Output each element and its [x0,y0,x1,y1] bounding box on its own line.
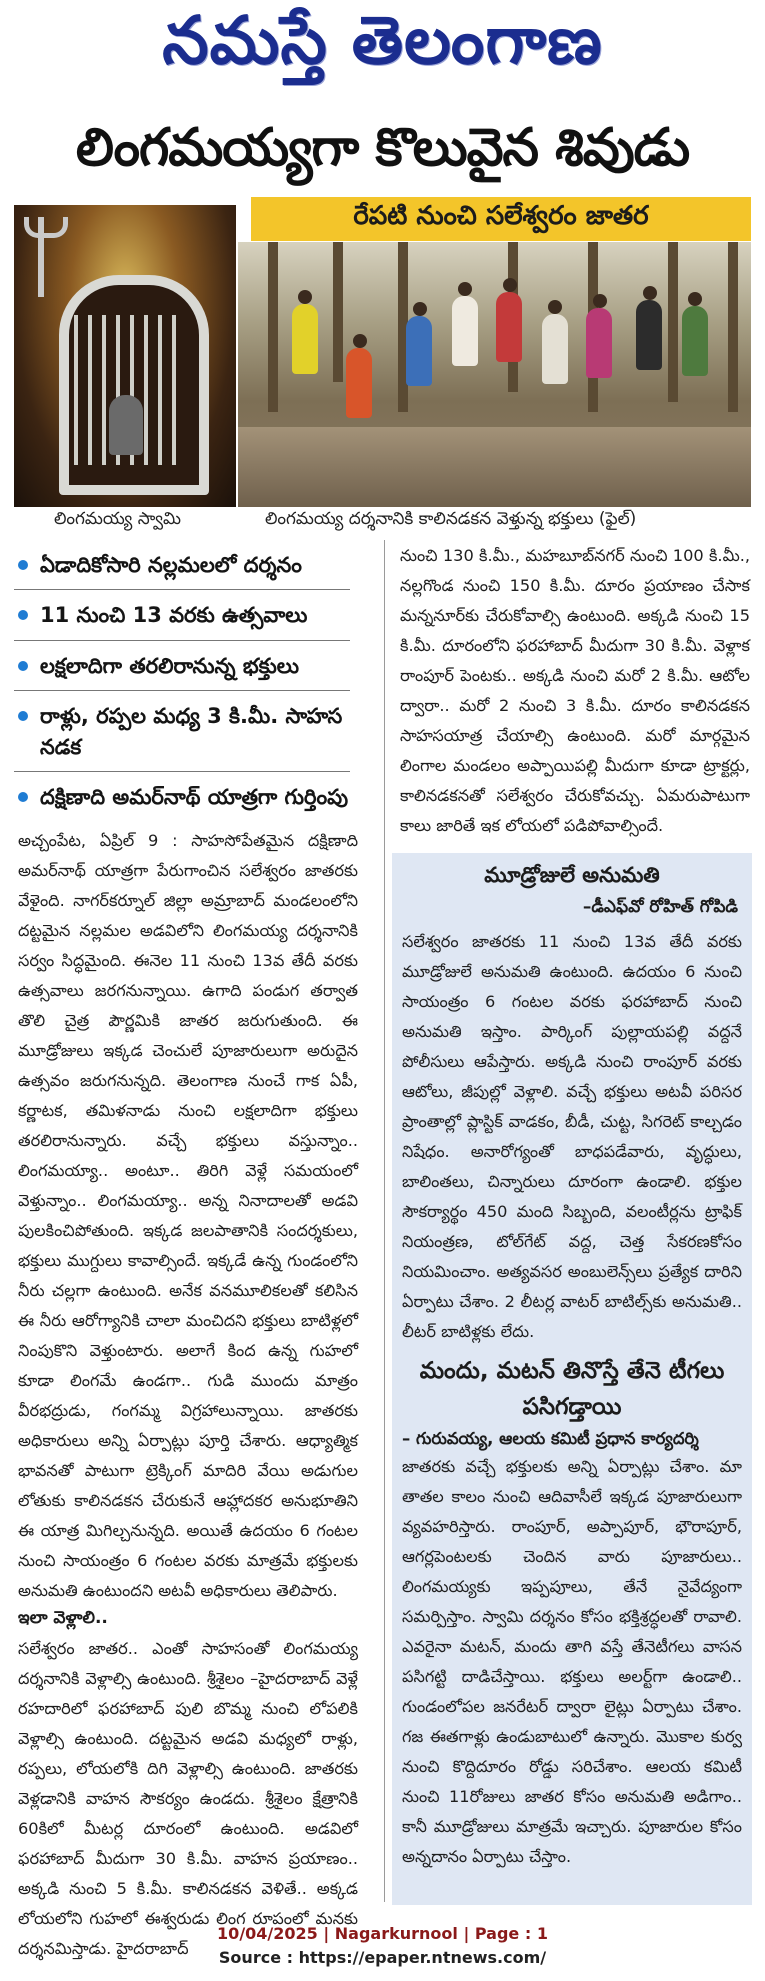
bullet-dot-icon [18,610,28,620]
crowd-photo [238,242,751,507]
page-footer [0,1922,765,1970]
sub-headline-banner: రేపటి నుంచి సలేశ్వరం జాతర [251,197,751,241]
box-title: మూడ్రోజులే అనుమతి [484,863,660,887]
linga-shape [109,395,143,455]
section-subhead: ఇలా వెళ్లాలి.. [18,1608,108,1628]
bullet-dot-icon [18,711,28,721]
column-divider [384,540,385,1902]
highlight-item: 11 నుంచి 13 వరకు ఉత్సవాలు [14,590,350,640]
right-article-column [400,541,750,841]
sidebar-box [392,853,752,1905]
trident-shape [38,217,44,297]
article-paragraph: అచ్చంపేట, ఏప్రిల్ 9 : సాహసోపేతమైన దక్షిణాది అమర్‌నాథ్ యాత్రగా పేరుగాంచిన సలేశ్వరం జాతరకు వేళైంది. నాగర్‌కర్నూల్ జిల్లా అమ్రాబాద్ మండలంలోని దట్టమైన నల్లమల అడవిలోని లింగమయ్య దర్శనానికి సర్వం సిద్ధమైంది. ఈనెల 11 నుంచి 13వ తేదీ వరకు ఉత్సవాలు జరగనున్నాయి. ఉగాది పండుగ తర్వాత తొలి చైత్ర పౌర్ణమికి జాతర జరుగుతుంది. ఈ మూడ్రోజులు ఇక్కడ చెంచులే పూజారులుగా అరుదైన ఉత్సవం జరుగనున్నది. తెలంగాణ నుంచే గాక ఏపీ, కర్ణాటక, తమిళనాడు నుంచి లక్షలాదిగా భక్తులు తరలిరానున్నారు. వచ్చే భక్తులు వస్తున్నాం.. లింగమయ్యా.. అంటూ.. తిరిగి వెళ్లే సమయంలో వెళ్తున్నాం.. లింగమయ్యా.. అన్న నినాదాలతో అడవి పులకించిపోతుంది. ఇక్కడ జలపాతానికి సందర్శకులు, భక్తులు ముగ్దులు కావాల్సిందే. ఇక్కడే ఉన్న గుండంలోని నీరు చల్లగా ఉంటుంది. అనేక వనమూలికలతో కలిసిన ఈ నీరు ఆరోగ్యానికి చాలా మంచిదని భక్తులు బాటిళ్లలో నింపుకొని వెళ్తుంటారు. అలాగే కింద ఉన్న గుహలో కూడా లింగమే ఉండగా.. గుడి ముందు మాత్రం వీరభద్రుడు, గంగమ్మ విగ్రహాలున్నాయి. జాతరకు అధికారులు అన్ని ఏర్పాట్లు పూర్తి చేశారు. ఆధ్యాత్మిక భావనతో పాటుగా ట్రెక్కింగ్ మాదిరి వేయి అడుగుల లోతుకు కాలినడకన చేరుకునే ఆహ్లాదకర అనుభూతిని ఈ యాత్ర మిగిల్చనున్నది. అయితే ఉదయం 6 గంటల నుంచి సాయంత్రం 6 గంటల వరకు మాత్రమే భక్తులకు అనుమతి ఉంటుందని అటవీ అధికారులు తెలిపారు. [18,831,358,1600]
newspaper-masthead: నమస్తే తెలంగాణ [162,1,603,79]
bullet-dot-icon [18,792,28,802]
footer-source-link[interactable]: Source : https://epaper.ntnews.com/ [218,1948,547,1967]
highlight-item: రాళ్లు, రప్పల మధ్య 3 కి.మీ. సాహస నడక [14,691,350,772]
highlight-item: లక్షలాదిగా తరలిరానున్న భక్తులు [14,641,350,691]
highlight-item: దక్షిణాది అమర్‌నాథ్ యాత్రగా గుర్తింపు [14,772,350,821]
box-byline-2: – గురువయ్య, ఆలయ కమిటీ ప్రధాన కార్యదర్శి [402,1429,699,1448]
article-paragraph: నుంచి 130 కి.మీ., మహబూబ్‌నగర్ నుంచి 100 కి.మీ., నల్లగొండ నుంచి 150 కి.మీ. దూరం ప్రయాణం చేసాక మన్ననూర్‌కు చేరుకోవాల్సి ఉంటుంది. అక్కడి నుంచి 15 కి.మీ. దూరంలోని ఫరహాబాద్ మీదుగా 30 కి.మీ. వెళ్లాక రాంపూర్ పెంటకు.. అక్కడి నుంచి మరో 2 కి.మీ. ఆటోల ద్వారా.. మరో 2 నుంచి 3 కి.మీ. దూరం కాలినడకన సాహసయాత్ర చేయాల్సి ఉంటుంది. మరో మార్గమైన లింగాల మండలం అప్పాయిపల్లి మీదుగా కూడా ట్రాక్టర్లు, కాలినడకనతో సలేశ్వరం చేరుకోవచ్చు. ఏమరుపాటుగా కాలు జారితే ఇక లోయలో పడిపోవాల్సిందే. [400,546,750,835]
highlight-item: ఏడాదికోసారి నల్లమలలో దర్శనం [14,540,350,590]
left-article-column [18,826,358,1964]
rock-ground [238,427,751,507]
article-headline: లింగమయ్యగా కొలువైన శివుడు [75,118,690,178]
shrine-caption: లింగమయ్య స్వామి [54,509,182,529]
crowd-caption: లింగమయ్య దర్శనానికి కాలినడకన వెళ్తున్న భక్తులు (ఫైల్) [265,509,637,529]
article-paragraph: సలేశ్వరం జాతర.. ఎంతో సాహసంతో లింగమయ్య దర్శనానికి వెళ్లాల్సి ఉంటుంది. శ్రీశైలం –హైదరాబాద్ వెళ్లే రహదారిలో ఫరహాబాద్ పులి బొమ్మ నుంచి లోపలికి వెళ్లాల్సి ఉంటుంది. దట్టమైన అడవి మధ్యలో రాళ్లు, రప్పలు, లోయలోకి దిగి వెళ్లాల్సి ఉంటుంది. జాతరకు వెళ్లడానికి వాహన సౌకర్యం ఉండదు. శ్రీశైలం క్షేత్రానికి 60కిలో మీటర్ల దూరంలో ఉంటుంది. అడవిలో ఫరహాబాద్ మీదుగా 30 కి.మీ. వాహన ప్రయాణం.. అక్కడి నుంచి 5 కి.మీ. కాలినడకన వెళితే.. అక్కడ లోయలోని గుహలో ఈశ్వరుడు లింగ రూపంలో మనకు దర్శనమిస్తాడు. హైదరాబాద్ [18,1639,358,1958]
footer-edition-info: 10/04/2025 | Nagarkurnool | Page : 1 [217,1924,548,1943]
box-paragraph: సలేశ్వరం జాతరకు 11 నుంచి 13వ తేదీ వరకు మూడ్రోజులే అనుమతి ఉంటుంది. ఉదయం 6 నుంచి సాయంత్రం 6 గంటల వరకు ఫరహాబాద్ నుంచి అనుమతి ఇస్తాం. పార్కింగ్ పుల్లాయపల్లి వద్దనే పోలీసులు ఆపేస్తారు. అక్కడి నుంచి రాంపూర్ వరకు ఆటోలు, జీపుల్లో వెళ్లాలి. వచ్చే భక్తులు అటవీ పరిసర ప్రాంతాల్లో ప్లాస్టిక్ వాడకం, బీడీ, చుట్ట, సిగరెట్ కాల్చడం నిషేధం. అనారోగ్యంతో బాధపడేవారు, వృద్ధులు, బాలింతలు, చిన్నారులు దూరంగా ఉండాలి. భక్తుల సౌకర్యార్థం 450 మంది సిబ్బంది, వలంటీర్లను ట్రాఫిక్ నియంత్రణ, టోల్‌గేట్ వద్ద, చెత్త సేకరణకోసం నియమించాం. అత్యవసర అంబులెన్స్‌లు ప్రత్యేక దారిని ఏర్పాటు చేశాం. 2 లీటర్ల వాటర్ బాటిల్స్‌కు అనుమతి.. లీటర్ బాటిళ్లకు లేదు. [402,932,742,1341]
shrine-photo [14,205,236,507]
bullet-dot-icon [18,661,28,671]
box-paragraph: జాతరకు వచ్చే భక్తులకు అన్ని ఏర్పాట్లు చేశాం. మా తాతల కాలం నుంచి ఆదివాసీలే ఇక్కడ పూజారులుగా వ్యవహరిస్తారు. రాంపూర్, అప్పాపూర్, భౌరాపూర్, ఆగర్లపెంటలకు చెందిన వారు పూజారులు.. లింగమయ్యకు ఇప్పపూలు, తేనే నైవేద్యంగా సమర్పిస్తాం. స్వామి దర్శనం కోసం భక్తిశ్రద్ధలతో రావాలి. ఎవరైనా మటన్, మందు తాగి వస్తే తేనెటీగలు వాసన పసిగట్టి దాడిచేస్తాయి. భక్తులు అలర్ట్‌గా ఉండాలి.. గుండంలోపల జనరేటర్ ద్వారా లైట్లు ఏర్పాటు చేశాం. గజ ఈతగాళ్లు ఉండుబాటులో ఉన్నారు. మొకాల కుర్వ నుంచి కొద్దిదూరం రోడ్డు సరిచేశాం. ఆలయ కమిటీ నుంచి 11రోజులు జాతర కోసం అనుమతి అడిగాం.. కానీ మూడ్రోజులు మాత్రమే ఇచ్చారు. పూజారుల కోసం అన్నదానం ఏర్పాటు చేస్తాం. [402,1457,742,1866]
highlights-list [14,540,350,822]
box-title-2: మందు, మటన్ తినొస్తే తేనె టీగలు పసిగడ్తాయి [419,1358,725,1420]
bullet-dot-icon [18,560,28,570]
box-byline: –డీఎఫ్‌వో రోహిత్ గోపిడి [582,897,738,917]
